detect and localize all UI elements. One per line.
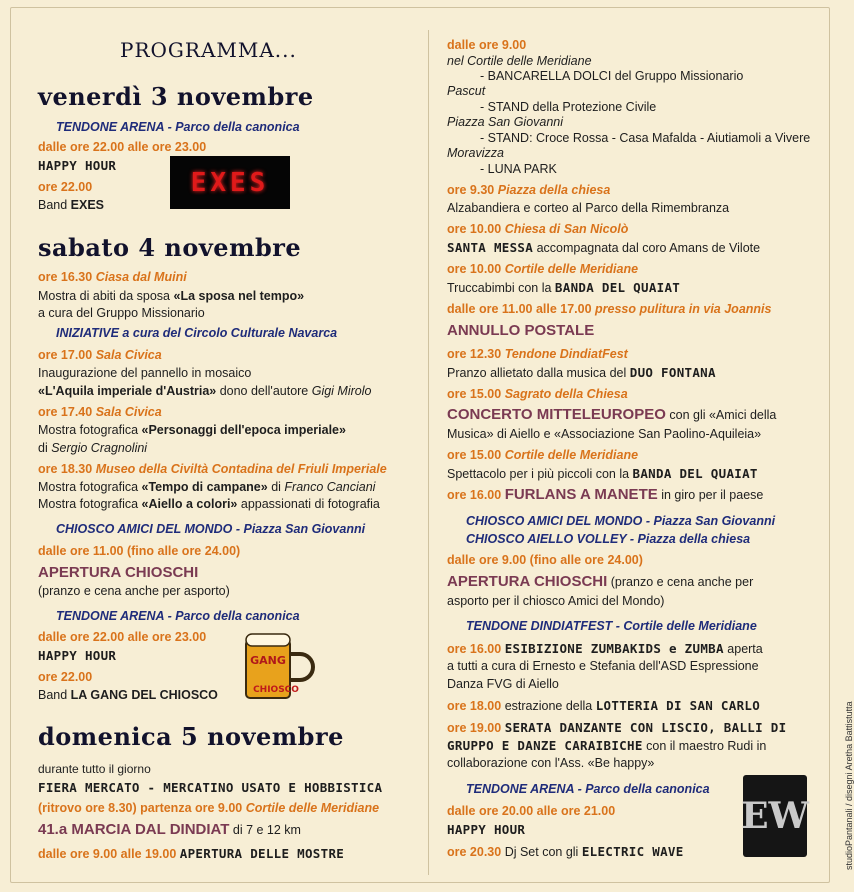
place-label: nel Cortile delle Meridiane <box>447 54 592 68</box>
event-highlight: ANNULLO POSTALE <box>447 322 595 339</box>
event-text: Danza FVG di Aiello <box>447 677 559 691</box>
event-time: dalle ore 11.00 alle 17.00 presso pulitura in via Joannis <box>447 302 772 316</box>
list-item: - STAND della Protezione Civile <box>480 100 657 114</box>
list-item: - BANCARELLA DOLCI del Gruppo Missionario <box>480 69 744 83</box>
event-highlight: APERTURA CHIOSCHI <box>38 564 199 581</box>
event-text: Alzabandiera e corteo al Parco della Rimembranza <box>447 201 730 215</box>
venue-label: TENDONE ARENA - Parco della canonica <box>466 782 710 796</box>
event-time: ore 22.00 <box>38 670 93 684</box>
event-text: a tutti a cura di Ernesto e Stefania dell'ASD Espressione <box>447 659 759 673</box>
credit-text: studioPantanali / disegni Aretha Battistutta <box>844 701 854 870</box>
event-text: Musica» di Aiello e «Associazione San Paolino-Aquileia» <box>447 427 762 441</box>
event-text: CONCERTO MITTELEUROPEO con gli «Amici della <box>447 406 777 423</box>
event-text: Band EXES <box>38 198 105 212</box>
event-text: ore 16.00 ESIBIZIONE ZUMBAKIDS e ZUMBA aperta <box>447 641 763 656</box>
event-time: ore 15.00 Sagrato della Chiesa <box>447 387 628 401</box>
exes-logo: EXES <box>170 156 290 209</box>
event-time: ore 18.30 Museo della Civiltà Contadina del Friuli Imperiale <box>38 462 387 476</box>
event-text: Spettacolo per i più piccoli con la BANDA DEL QUAIAT <box>447 466 758 481</box>
event-text: collaborazione con l'Ass. «Be happy» <box>447 756 655 770</box>
event-text: ore 20.30 Dj Set con gli ELECTRIC WAVE <box>447 844 684 859</box>
day-heading-sunday: domenica 5 novembre <box>38 722 344 751</box>
event-text: FIERA MERCATO - MERCATINO USATO E HOBBISTICA <box>38 780 383 795</box>
event-time: dalle ore 22.00 alle ore 23.00 <box>38 630 207 644</box>
list-item: - STAND: Croce Rossa - Casa Mafalda - Aiutiamoli a Vivere <box>480 131 811 145</box>
column-divider <box>428 30 429 875</box>
event-time: (ritrovo ore 8.30) partenza ore 9.00 Cortile delle Meridiane <box>38 801 380 815</box>
event-text: HAPPY HOUR <box>38 158 117 173</box>
event-text: Pranzo allietato dalla musica del DUO FONTANA <box>447 365 716 380</box>
event-text: di Sergio Cragnolini <box>38 441 148 455</box>
place-label: Pascut <box>447 84 486 98</box>
event-text: GRUPPO E DANZE CARAIBICHE con il maestro Rudi in <box>447 738 767 753</box>
event-text: Mostra di abiti da sposa «La sposa nel tempo» <box>38 289 305 303</box>
venue-label: TENDONE DINDIATFEST - Cortile delle Meridiane <box>466 619 757 633</box>
event-time: ore 15.00 Cortile delle Meridiane <box>447 448 639 462</box>
event-text: HAPPY HOUR <box>38 648 117 663</box>
svg-text:GANG: GANG <box>250 654 286 667</box>
event-text: a cura del Gruppo Missionario <box>38 306 205 320</box>
kiosk-label: CHIOSCO AMICI DEL MONDO - Piazza San Giovanni <box>466 514 776 528</box>
venue-label: TENDONE ARENA - Parco della canonica <box>56 609 300 623</box>
event-time: ore 10.00 Cortile delle Meridiane <box>447 262 639 276</box>
event-text: Mostra fotografica «Tempo di campane» di Franco Canciani <box>38 480 376 494</box>
gang-logo <box>236 632 318 702</box>
event-text: Inaugurazione del pannello in mosaico <box>38 366 252 380</box>
event-text: Truccabimbi con la BANDA DEL QUAIAT <box>447 280 681 295</box>
event-time: ore 22.00 <box>38 180 93 194</box>
event-time: ore 16.30 Ciasa dal Muini <box>38 270 187 284</box>
event-text: ore 16.00 FURLANS A MANETE in giro per il paese <box>447 486 764 503</box>
event-text: «L'Aquila imperiale d'Austria» dono dell'autore Gigi Mirolo <box>38 384 372 398</box>
kiosk-label: CHIOSCO AMICI DEL MONDO - Piazza San Giovanni <box>56 522 366 536</box>
kiosk-label: CHIOSCO AIELLO VOLLEY - Piazza della chiesa <box>466 532 751 546</box>
event-text: asporto per il chiosco Amici del Mondo) <box>447 594 665 608</box>
event-text: dalle ore 9.00 alle 19.00 APERTURA DELLE MOSTRE <box>38 846 345 861</box>
day-heading-saturday: sabato 4 novembre <box>38 233 302 262</box>
day-heading-friday: venerdì 3 novembre <box>38 82 314 111</box>
event-text: ore 19.00 SERATA DANZANTE CON LISCIO, BALLI DI <box>447 720 787 735</box>
event-text: SANTA MESSA accompagnata dal coro Amans de Vilote <box>447 240 761 255</box>
event-time: dalle ore 20.00 alle ore 21.00 <box>447 804 616 818</box>
event-time: dalle ore 22.00 alle ore 23.00 <box>38 140 207 154</box>
event-time: dalle ore 11.00 (fino alle ore 24.00) <box>38 544 241 558</box>
event-text: APERTURA CHIOSCHI (pranzo e cena anche per <box>447 573 754 590</box>
event-time: ore 17.40 Sala Civica <box>38 405 162 419</box>
event-text: Mostra fotografica «Personaggi dell'epoca imperiale» <box>38 423 346 437</box>
event-text: Mostra fotografica «Aiello a colori» appassionati di fotografia <box>38 497 380 511</box>
event-time: ore 17.00 Sala Civica <box>38 348 162 362</box>
place-label: Moravizza <box>447 146 504 160</box>
event-text: HAPPY HOUR <box>447 822 526 837</box>
svg-text:CHIOSCO: CHIOSCO <box>253 685 299 695</box>
initiatives-label: INIZIATIVE a cura del Circolo Culturale Navarca <box>56 326 338 340</box>
event-time: dalle ore 9.00 (fino alle ore 24.00) <box>447 553 643 567</box>
event-text: Band LA GANG DEL CHIOSCO <box>38 688 218 702</box>
event-time: ore 10.00 Chiesa di San Nicolò <box>447 222 629 236</box>
event-text: durante tutto il giorno <box>38 762 151 776</box>
event-time: ore 9.30 Piazza della chiesa <box>447 183 611 197</box>
event-time: ore 12.30 Tendone DindiatFest <box>447 347 628 361</box>
event-text: (pranzo e cena anche per asporto) <box>38 584 230 598</box>
event-text: ore 18.00 estrazione della LOTTERIA DI SAN CARLO <box>447 698 761 713</box>
event-text: 41.a MARCIA DAL DINDIAT di 7 e 12 km <box>38 821 301 838</box>
page-title: PROGRAMMA... <box>120 38 297 62</box>
list-item: - LUNA PARK <box>480 162 557 176</box>
electric-wave-logo: EW <box>743 775 807 857</box>
event-time: dalle ore 9.00 <box>447 38 527 52</box>
venue-label: TENDONE ARENA - Parco della canonica <box>56 120 300 134</box>
place-label: Piazza San Giovanni <box>447 115 564 129</box>
